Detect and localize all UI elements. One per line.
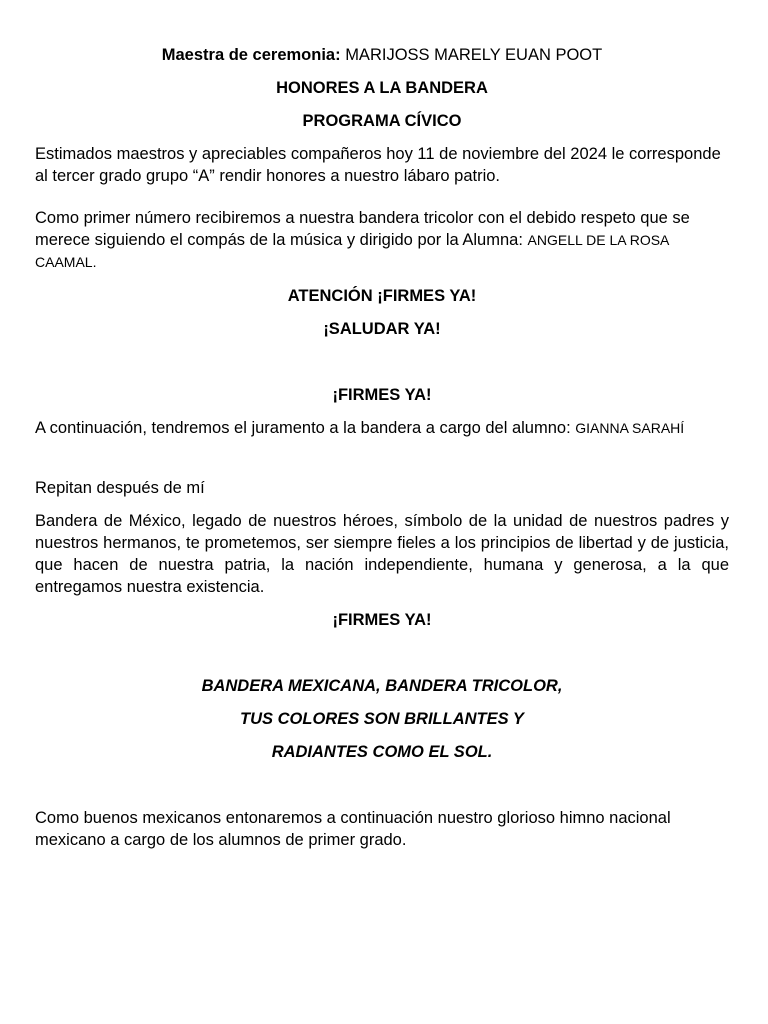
command-firmes-1: ¡FIRMES YA! [332,386,432,404]
document-page [35,44,729,851]
repeat-after-me: Repitan después de mí [35,479,205,497]
first-number-paragraph [35,207,729,273]
command-firmes-2: ¡FIRMES YA! [332,611,432,629]
command-attention: ATENCIÓN ¡FIRMES YA! [287,287,477,305]
mc-name: MARIJOSS MARELY EUAN POOT [345,46,603,64]
oath-intro-text: A continuación, tendremos el juramento a la bandera a cargo del alumno: [35,419,571,437]
anthem-paragraph: Como buenos mexicanos entonaremos a continuación nuestro glorioso himno nacional mexicano a cargo de los alumnos de primer grado. [35,809,671,849]
mc-label: Maestra de ceremonia: [161,46,341,64]
oath-student-name: GIANNA SARAHÍ [575,420,685,436]
intro-paragraph: Estimados maestros y apreciables compañeros hoy 11 de noviembre del 2024 le corresponde al tercer grado grupo “A” rendir honores a nuestro lábaro patrio. [35,145,721,185]
oath-intro-paragraph [35,417,729,439]
master-of-ceremony-line [35,44,729,66]
verse-line-1: BANDERA MEXICANA, BANDERA TRICOLOR, [201,677,563,695]
title-honores: HONORES A LA BANDERA [276,79,488,97]
oath-text: Bandera de México, legado de nuestros héroes, símbolo de la unidad de nuestros padres y nuestros hermanos, te prometemos, ser siempre fieles a los principios de libertad y de justicia, que hacen de nuestra patria, la nación independiente, humana y generosa, a la que entregamos nuestra existencia. [35,512,729,596]
title-programa: PROGRAMA CÍVICO [302,112,462,130]
first-number-text: Como primer número recibiremos a nuestra bandera tricolor con el debido respeto que se merece siguiendo el compás de la música y dirigido por la Alumna: [35,209,690,249]
first-number-student-name: ANGELL DE LA ROSA CAAMAL. [35,232,669,270]
command-salute: ¡SALUDAR YA! [323,320,441,338]
verse-line-3: RADIANTES COMO EL SOL. [271,743,493,761]
verse-line-2: TUS COLORES SON BRILLANTES Y [240,710,524,728]
